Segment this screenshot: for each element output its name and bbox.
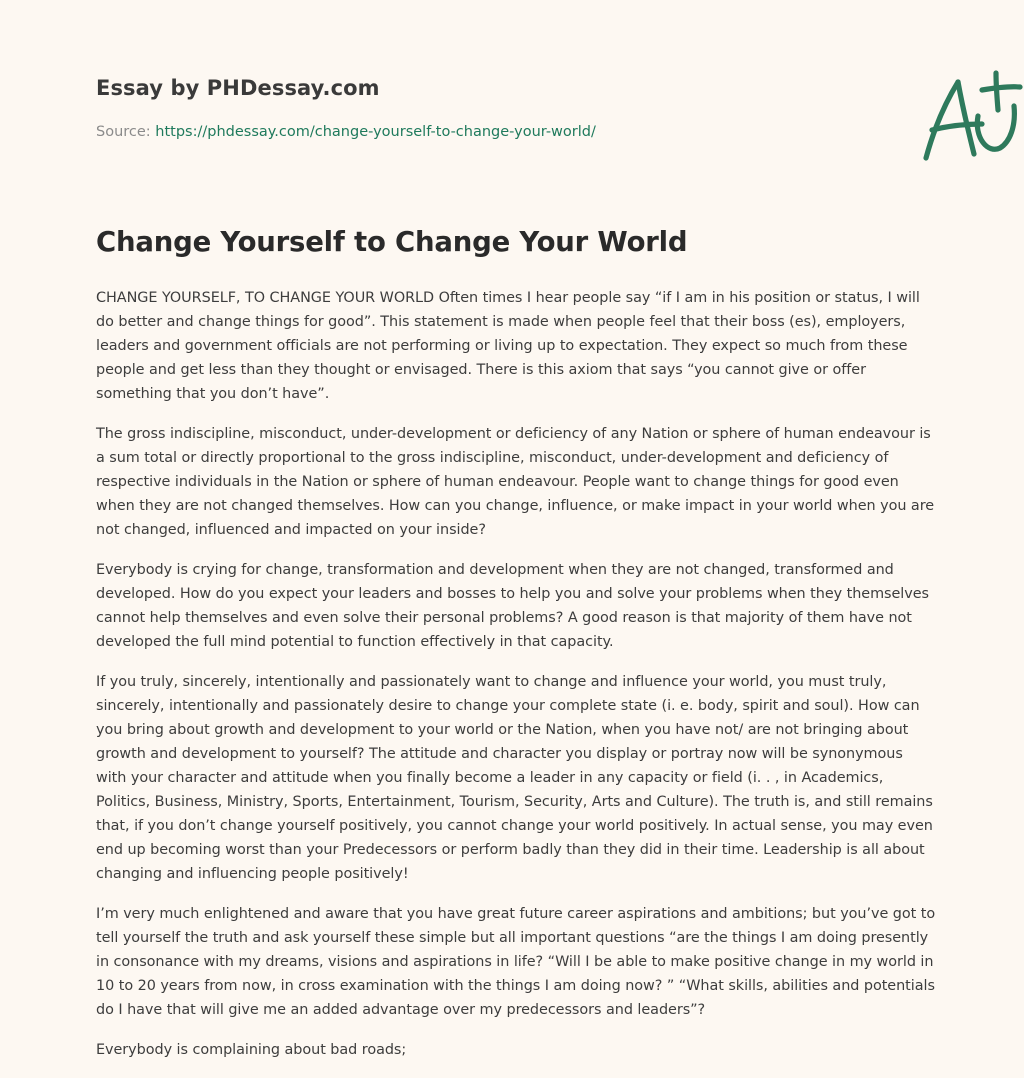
source-label: Source:: [96, 124, 151, 140]
essay-paragraph: If you truly, sincerely, intentionally and passionately want to change and influence your world, you must truly, sincerely, intentionally and passionately desire to change your complete state (i. e. body, spirit and soul). How can you bring about growth and development to your world or the Nation, when you have not/ are not bringing about growth and development to yourself? The attitude and character you display or portray now will be synonymous with your character and attitude when you finally become a leader in any capacity or field (i. . , in Academics, Politics, Business, Ministry, Sports, Entertainment, Tourism, Security, Arts and Culture). The truth is, and still remains that, if you don’t change yourself positively, you cannot change your world positively. In actual sense, you may even end up becoming worst than your Predecessors or perform badly than they did in their time. Leadership is all about changing and influencing people positively!: [96, 674, 933, 882]
essay-paragraph: CHANGE YOURSELF, TO CHANGE YOUR WORLD Often times I hear people say “if I am in his position or status, I will do better and change things for good”. This statement is made when people feel that their boss (es), employers, leaders and government officials are not performing or living up to expectation. They expect so much from these people and get less than they thought or envisaged. There is this axiom that says “you cannot give or offer something that you don’t have”.: [96, 290, 920, 402]
essay-paragraph: The gross indiscipline, misconduct, under-development or deficiency of any Nation or sphere of human endeavour is a sum total or directly proportional to the gross indiscipline, misconduct, under-development and deficiency of respective individuals in the Nation or sphere of human endeavour. People want to change things for good even when they are not changed themselves. How can you change, influence, or make impact in your world when you are not changed, influenced and impacted on your inside?: [96, 426, 935, 538]
source-line: [96, 124, 596, 140]
essay-paragraph: Everybody is complaining about bad roads;: [96, 1042, 407, 1058]
source-link[interactable]: https://phdessay.com/change-yourself-to-change-your-world/: [155, 124, 596, 140]
essay-title: Change Yourself to Change Your World: [96, 226, 688, 258]
essay-paragraph: Everybody is crying for change, transformation and development when they are not changed, transformed and developed. How do you expect your leaders and bosses to help you and solve your problems when they themselves cannot help themselves and even solve their personal problems? A good reason is that majority of them have not developed the full mind potential to function effectively in that capacity.: [96, 562, 929, 650]
a-plus-grade-icon: [918, 68, 1024, 168]
site-brand: Essay by PHDessay.com: [96, 76, 380, 100]
essay-body: [96, 286, 936, 1078]
essay-paragraph: I’m very much enlightened and aware that you have great future career aspirations and ambitions; but you’ve got to tell yourself the truth and ask yourself these simple but all important questions “are the things I am doing presently in consonance with my dreams, visions and aspirations in life? “Will I be able to make positive change in my world in 10 to 20 years from now, in cross examination with the things I am doing now? ” “What skills, abilities and potentials do I have that will give me an added advantage over my predecessors and leaders”?: [96, 906, 936, 1018]
